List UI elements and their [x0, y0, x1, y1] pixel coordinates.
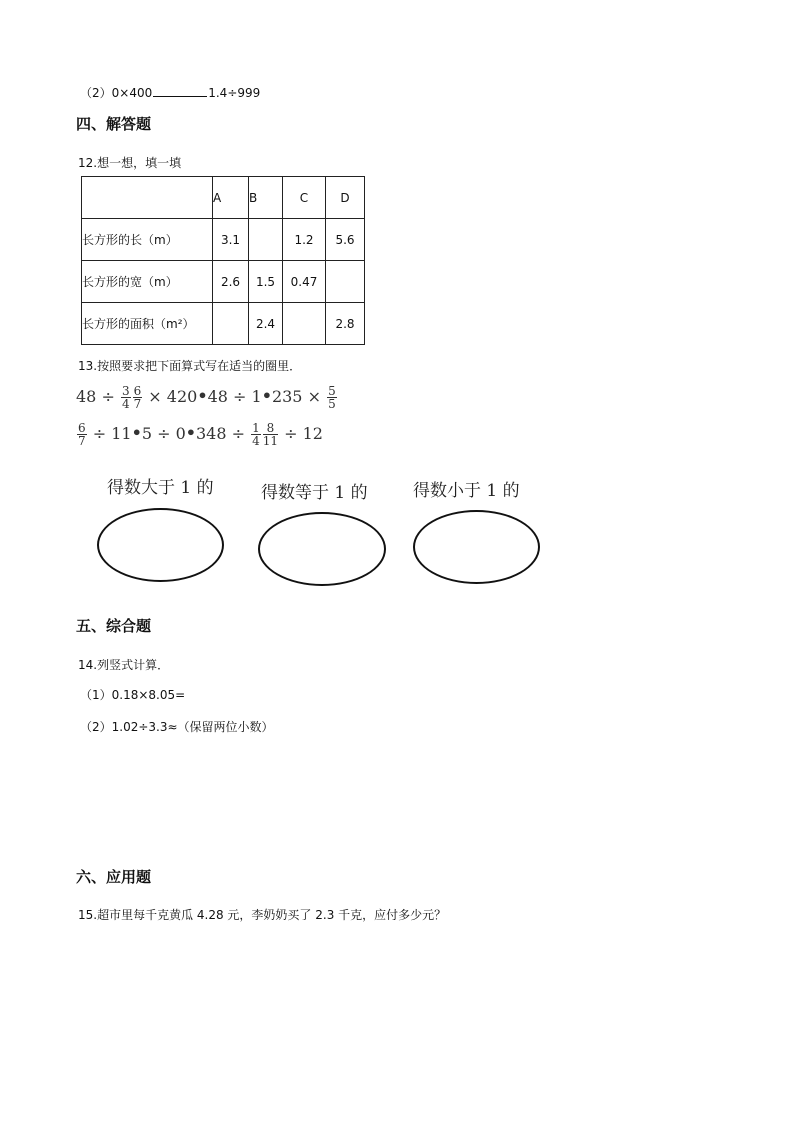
- answer-blank[interactable]: [153, 86, 207, 97]
- fraction: $\frac{1}{4}$: [252, 421, 260, 448]
- expr-text: ÷ 12: [279, 424, 323, 443]
- expr-text: 235 ×: [271, 387, 327, 406]
- circle-label-less: 得数小于 1 的: [413, 481, 520, 501]
- q14-item-2: （2）1.02÷3.3≈（保留两位小数）: [80, 720, 274, 734]
- table-header-cell: A: [213, 177, 249, 219]
- rectangle-table: [81, 176, 365, 345]
- row-label: 长方形的面积（m²）: [82, 303, 213, 345]
- expr-text: 5 ÷ 0: [141, 424, 186, 443]
- separator-dot: •: [185, 423, 196, 442]
- expr-text: 48 ÷: [76, 387, 120, 406]
- table-header-cell: B: [249, 177, 283, 219]
- table-cell: 5.6: [326, 219, 365, 261]
- fraction: $\frac{3}{4}$: [121, 384, 130, 411]
- q15-prompt: 15.超市里每千克黄瓜 4.28 元，李奶奶买了 2.3 千克，应付多少元？: [78, 908, 447, 922]
- table-row: [82, 219, 365, 261]
- row-label: 长方形的长（m）: [82, 219, 213, 261]
- circle-label-greater: 得数大于 1 的: [107, 478, 214, 498]
- fraction: $\frac{8}{11}$: [262, 421, 279, 448]
- section-heading-6: 六、应用题: [76, 868, 152, 886]
- q14-prompt: 14.列竖式计算．: [78, 658, 170, 672]
- q14-item-1: （1）0.18×8.05=: [80, 688, 186, 702]
- table-cell: 2.8: [326, 303, 365, 345]
- table-cell: 3.1: [213, 219, 249, 261]
- table-header-row: [82, 177, 365, 219]
- table-corner-cell: [82, 177, 213, 219]
- separator-dot: •: [131, 423, 142, 442]
- separator-dot: •: [261, 386, 272, 405]
- table-row: [82, 261, 365, 303]
- table-cell: 2.6: [213, 261, 249, 303]
- table-cell: 0.47: [283, 261, 326, 303]
- fraction: $\frac{6}{7}$: [133, 384, 142, 411]
- q11-right-expression: 1.4÷999: [208, 86, 261, 100]
- answer-oval-equal[interactable]: [258, 512, 386, 586]
- fraction: $\frac{5}{5}$: [328, 384, 336, 411]
- expr-text: 348 ÷: [195, 424, 251, 443]
- table-cell: 1.5: [249, 261, 283, 303]
- separator-dot: •: [197, 386, 208, 405]
- table-row: [82, 303, 365, 345]
- q13-prompt: 13.按照要求把下面算式写在适当的圈里．: [78, 359, 302, 373]
- table-cell[interactable]: [326, 261, 365, 303]
- answer-oval-less[interactable]: [413, 510, 540, 584]
- table-cell[interactable]: [249, 219, 283, 261]
- table-header-cell: D: [326, 177, 365, 219]
- q11-left-expression: （2）0×400: [80, 86, 153, 100]
- answer-oval-greater[interactable]: [97, 508, 224, 582]
- fraction: $\frac{6}{7}$: [78, 421, 86, 448]
- section-heading-4: 四、解答题: [76, 115, 152, 133]
- q12-prompt: 12.想一想，填一填: [78, 156, 182, 170]
- q11-item-2: [80, 84, 260, 101]
- table-cell[interactable]: [283, 303, 326, 345]
- expression-line-2: [76, 422, 323, 447]
- expression-line-1: [76, 385, 338, 410]
- expr-text: ÷ 11: [87, 424, 132, 443]
- expr-text: × 420: [143, 387, 198, 406]
- table-header-cell: C: [283, 177, 326, 219]
- table-cell: 2.4: [249, 303, 283, 345]
- expr-text: 48 ÷ 1: [207, 387, 262, 406]
- table-cell[interactable]: [213, 303, 249, 345]
- row-label: 长方形的宽（m）: [82, 261, 213, 303]
- table-cell: 1.2: [283, 219, 326, 261]
- section-heading-5: 五、综合题: [76, 617, 152, 635]
- circle-label-equal: 得数等于 1 的: [261, 483, 368, 503]
